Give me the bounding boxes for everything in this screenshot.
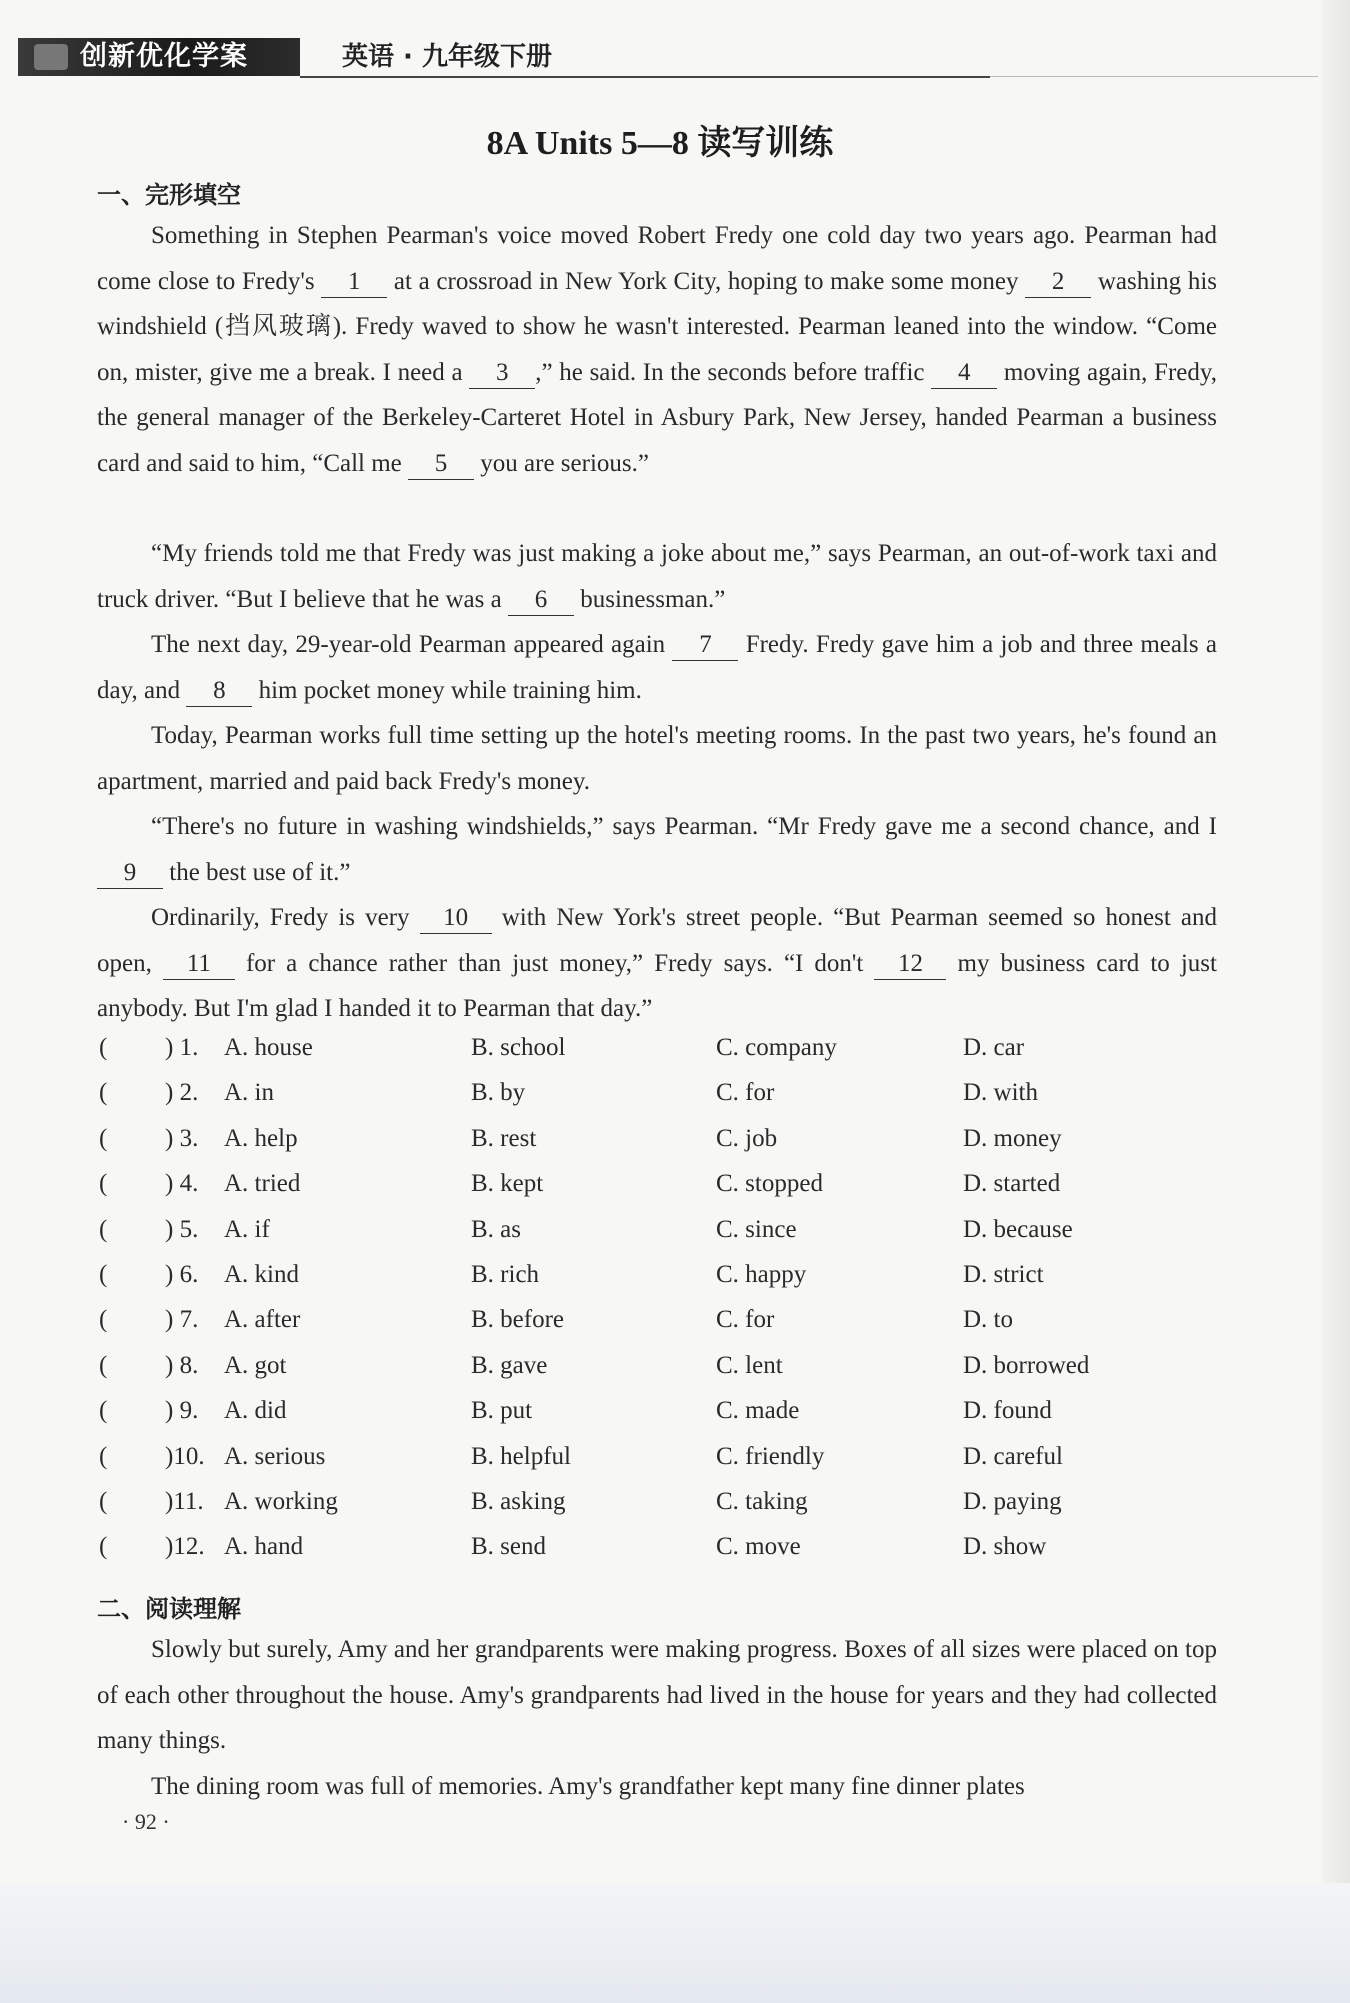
brand-logo-icon xyxy=(34,44,68,70)
blank-9: 9 xyxy=(97,858,163,889)
question-row: ( ) 6. A. kind B. rich C. happy D. strict xyxy=(99,1260,1044,1288)
question-row: ( ) 7. A. after B. before C. for D. to xyxy=(99,1306,1013,1334)
cloze-paragraph-6: Ordinarily, Fredy is very 10 with New York's street people. “But Pearman seemed so honest and open, 11 for a chance rather than just money,” Fredy says. “I don't 12 my business card to just anybody. But I'm glad I handed it to Pearman that day.” xyxy=(97,904,1217,1022)
reading-paragraph-1: Slowly but surely, Amy and her grandparents were making progress. Boxes of all sizes were placed on top of each other throughout the house. Amy's grandparents had lived in the house for years and they had collected many things. xyxy=(97,1636,1217,1754)
blank-11: 11 xyxy=(163,949,235,980)
bottom-band xyxy=(0,1883,1350,2003)
blank-3: 3 xyxy=(469,358,535,389)
page-title: 8A Units 5—8 读写训练 xyxy=(486,125,834,162)
question-row: ( ) 1. A. house B. school C. company D. car xyxy=(99,1034,1025,1061)
cloze-paragraph-1: Something in Stephen Pearman's voice moved Robert Fredy one cold day two years ago. Pearman had come close to Fredy's 1 at a crossroad in New York City, hoping to make some money 2 washing his windshield (挡风玻璃). Fredy waved to show he wasn't interested. Pearman leaned into the window. “Come on, mister, give me a break. I need a 3 ,” he said. In the seconds before traffic 4 moving again, Fredy, the general manager of the Berkeley-Carteret Hotel in Asbury Park, New Jersey, handed Pearman a business card and said to him, “Call me 5 you are serious.” xyxy=(97,213,1217,486)
blank-10: 10 xyxy=(420,903,492,934)
header-rule-thin xyxy=(990,76,1318,77)
blank-2: 2 xyxy=(1025,267,1091,298)
question-row: ( ) 9. A. did B. put C. made D. found xyxy=(99,1397,1052,1425)
question-row: ( ) 3. A. help B. rest C. job D. money xyxy=(99,1124,1062,1152)
question-row: ( )11. A. working B. asking C. taking D. paying xyxy=(99,1487,1062,1515)
blank-5: 5 xyxy=(408,449,474,480)
question-options xyxy=(97,1034,1217,1579)
cloze-paragraph-4: Today, Pearman works full time setting up the hotel's meeting rooms. In the past two years, he's found an apartment, married and paid back Fredy's money. xyxy=(97,722,1217,795)
cloze-paragraph-5: “There's no future in washing windshields,” says Pearman. “Mr Fredy gave me a second chance, and I 9 the best use of it.” xyxy=(97,804,1217,895)
page-edge xyxy=(1322,0,1350,2003)
blank-12: 12 xyxy=(874,949,946,980)
question-row: ( )12. A. hand B. send C. move D. show xyxy=(99,1533,1047,1561)
page-header xyxy=(18,38,1318,78)
page-number: · 92 · xyxy=(122,1809,170,1834)
section-heading-reading: 二、阅读理解 xyxy=(97,1595,241,1623)
blank-8: 8 xyxy=(186,676,252,707)
cloze-paragraph-3: The next day, 29-year-old Pearman appeared again 7 Fredy. Fredy gave him a job and three meals a day, and 8 him pocket money while training him. xyxy=(97,622,1217,713)
question-row: ( ) 4. A. tried B. kept C. stopped D. started xyxy=(99,1170,1061,1198)
blank-6: 6 xyxy=(508,585,574,616)
header-rule xyxy=(300,76,990,78)
brand-banner xyxy=(18,38,300,76)
question-row: ( ) 5. A. if B. as C. since D. because xyxy=(99,1215,1073,1243)
question-row: ( ) 8. A. got B. gave C. lent D. borrowed xyxy=(99,1351,1090,1379)
blank-7: 7 xyxy=(672,630,738,661)
reading-paragraph-2: The dining room was full of memories. Amy's grandfather kept many fine dinner plates xyxy=(151,1773,1025,1800)
brand-text: 创新优化学案 xyxy=(80,41,248,72)
blank-1: 1 xyxy=(321,267,387,298)
question-row: ( )10. A. serious B. helpful C. friendly D. careful xyxy=(99,1442,1063,1470)
cloze-paragraph-2: “My friends told me that Fredy was just making a joke about me,” says Pearman, an out-of-work taxi and truck driver. “But I believe that he was a 6 businessman.” xyxy=(97,531,1217,622)
blank-4: 4 xyxy=(931,358,997,389)
subject-title: 英语 · 九年级下册 xyxy=(342,42,552,72)
question-row: ( ) 2. A. in B. by C. for D. with xyxy=(99,1079,1038,1107)
section-heading-cloze: 一、完形填空 xyxy=(97,181,241,209)
